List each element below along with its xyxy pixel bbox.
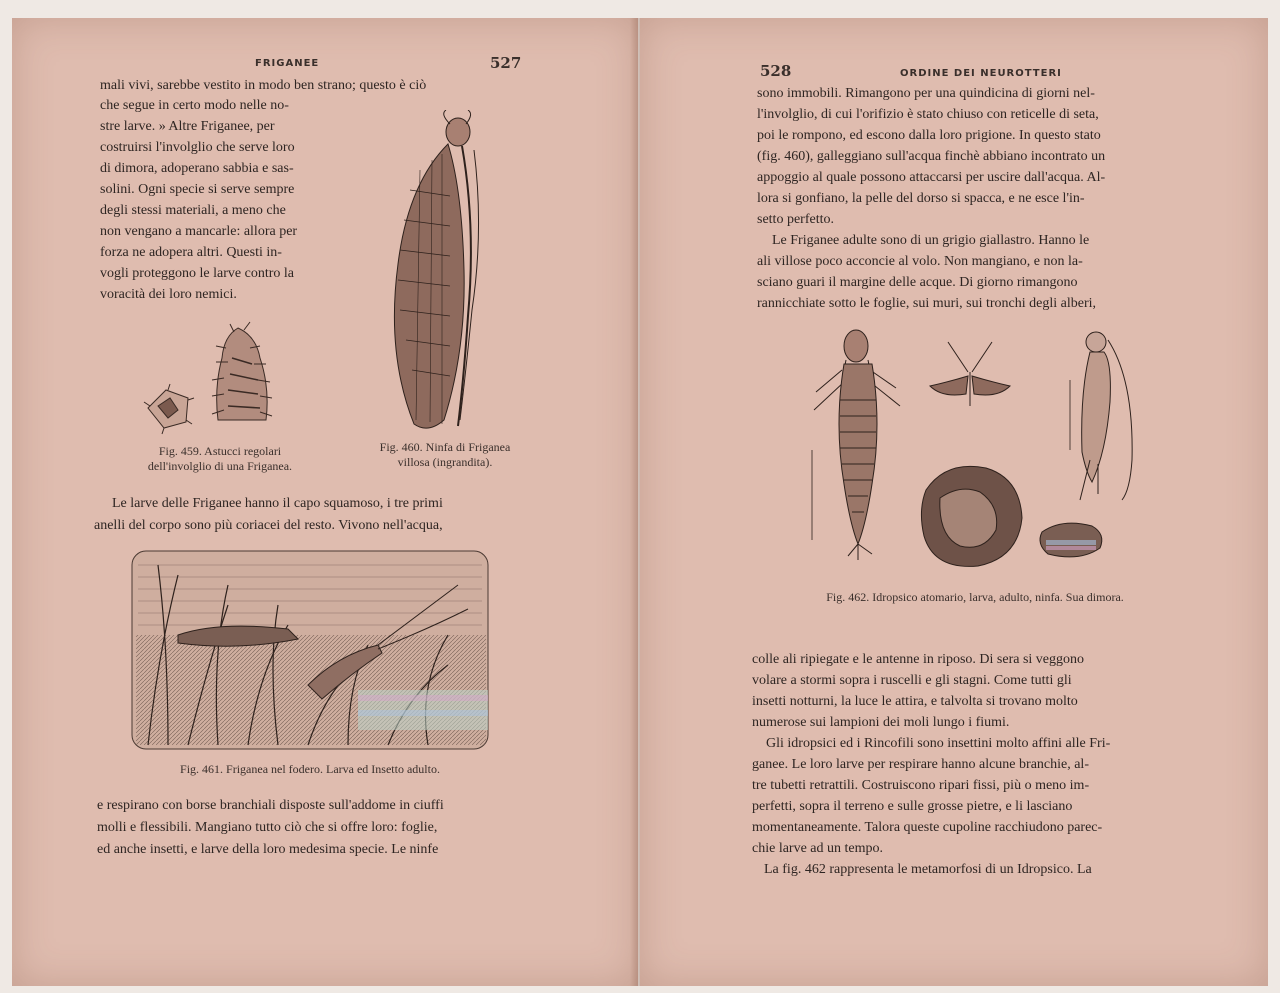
left-text-line: ed anche insetti, e larve della loro medesima specie. Le ninfe — [97, 842, 439, 857]
left-text-line: Le larve delle Friganee hanno il capo squamoso, i tre primi — [112, 496, 443, 511]
left-text-line: vogli proteggono le larve contro la — [100, 266, 294, 281]
figure-461-illustration — [128, 545, 492, 755]
right-text-line: (fig. 460), galleggiano sull'acqua finchè abbiano incontrato un — [757, 149, 1106, 164]
right-text-line: poi le rompono, ed escono dalla loro prigione. In questo stato — [757, 128, 1101, 143]
right-text-line: tre tubetti retrattili. Costruiscono ripari fissi, più o meno im- — [752, 778, 1090, 793]
right-text-line: La fig. 462 rappresenta le metamorfosi di un Idropsico. La — [764, 862, 1092, 877]
right-text-line: volare a stormi sopra i ruscelli e gli stagni. Come tutti gli — [752, 673, 1072, 688]
right-text-line: numerose sui lampioni dei moli lungo i fiumi. — [752, 715, 1010, 730]
right-text-line: sciano guari il margine delle acque. Di giorno rimangono — [757, 275, 1078, 290]
figure-460-illustration — [370, 110, 500, 435]
right-text-line: momentaneamente. Talora queste cupoline racchiudono parec- — [752, 820, 1103, 835]
right-text-line: appoggio al quale possono attaccarsi per uscire dall'acqua. Al- — [757, 170, 1106, 185]
left-text-line: non vengano a mancarle: allora per — [100, 224, 298, 239]
left-text-line: degli stessi materiali, a meno che — [100, 203, 286, 218]
right-text-line: lora si gonfiano, la pelle del dorso si spacca, e ne esce l'in- — [757, 191, 1085, 206]
right-text-line: Le Friganee adulte sono di un grigio giallastro. Hanno le — [772, 233, 1090, 248]
left-text-line: di dimora, adoperano sabbia e sas- — [100, 161, 294, 176]
figure-462-illustration — [790, 320, 1170, 585]
figure-460-caption-line: Fig. 460. Ninfa di Friganea — [379, 440, 511, 454]
left-page-number: 527 — [490, 54, 522, 72]
left-text-line: e respirano con borse branchiali disposte sull'addome in ciuffi — [97, 798, 444, 813]
right-text-line: perfetti, sopra il terreno e sulle grosse pietre, e li lasciano — [752, 799, 1073, 814]
figure-459-illustration — [128, 318, 308, 438]
figure-460-caption — [345, 440, 545, 470]
left-text-line: che segue in certo modo nelle no- — [100, 98, 289, 113]
figure-462-caption: Fig. 462. Idropsico atomario, larva, adulto, ninfa. Sua dimora. — [826, 590, 1124, 604]
left-text-line: molli e flessibili. Mangiano tutto ciò che si offre loro: foglie, — [97, 820, 438, 835]
right-text-line: chie larve ad un tempo. — [752, 841, 884, 856]
right-text-line: rannicchiate sotto le foglie, sui muri, sui tronchi degli alberi, — [757, 296, 1097, 311]
right-text-line: sono immobili. Rimangono per una quindicina di giorni nel- — [757, 86, 1095, 101]
left-text-line: anelli del corpo sono più coriacei del resto. Vivono nell'acqua, — [94, 518, 443, 533]
left-text-line: mali vivi, sarebbe vestito in modo ben strano; questo è ciò — [100, 78, 427, 93]
right-text-line: colle ali ripiegate e le antenne in riposo. Di sera si veggono — [752, 652, 1085, 667]
left-text-line: solini. Ogni specie si serve sempre — [100, 182, 295, 197]
left-text-line: forza ne adopera altri. Questi in- — [100, 245, 282, 260]
figure-461-caption: Fig. 461. Friganea nel fodero. Larva ed Insetto adulto. — [180, 762, 440, 776]
left-text-line: voracità dei loro nemici. — [100, 287, 237, 302]
right-text-line: Gli idropsici ed i Rincofili sono insettini molto affini alle Fri- — [766, 736, 1111, 751]
left-text-line: stre larve. » Altre Friganee, per — [100, 119, 275, 134]
figure-459-caption-line: dell'involglio di una Friganea. — [147, 459, 293, 473]
right-text-line: l'involglio, di cui l'orifizio è stato chiuso con reticelle di seta, — [757, 107, 1099, 122]
left-running-head: FRIGANEE — [255, 58, 320, 69]
right-text-line: ali villose poco acconcie al volo. Non mangiano, e non la- — [757, 254, 1083, 269]
right-page-number: 528 — [760, 62, 792, 80]
figure-459-caption-line: Fig. 459. Astucci regolari — [158, 444, 282, 458]
figure-460-caption-line: villosa (ingrandita). — [397, 455, 493, 469]
right-running-head: ORDINE DEI NEUROTTERI — [900, 68, 1062, 79]
right-text-line: insetti notturni, la luce le attira, e talvolta si trovano molto — [752, 694, 1078, 709]
right-text-line: setto perfetto. — [757, 212, 834, 227]
figure-459-caption — [130, 444, 310, 474]
left-text-line: costruirsi l'involglio che serve loro — [100, 140, 295, 155]
right-text-line: ganee. Le loro larve per respirare hanno alcune branchie, al- — [752, 757, 1089, 772]
